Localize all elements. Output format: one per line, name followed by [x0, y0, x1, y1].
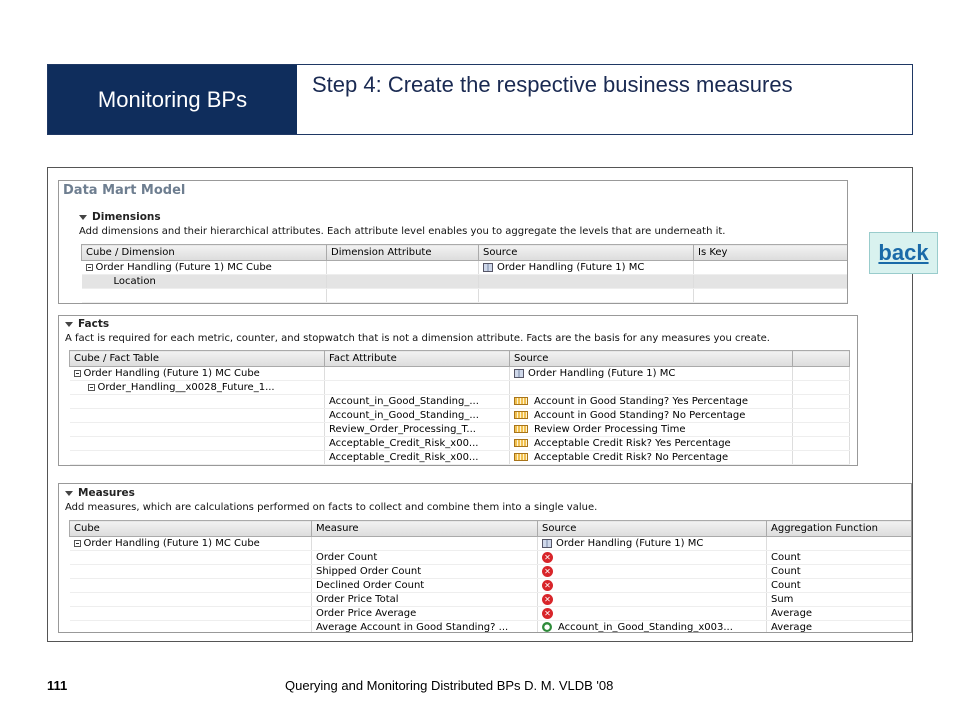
aggregation-cell: Count: [767, 565, 912, 579]
measures-section-toggle[interactable]: [65, 487, 135, 499]
aggregation-cell: Average: [767, 607, 912, 621]
collapse-minus-icon[interactable]: [86, 264, 93, 271]
dimensions-table: [81, 244, 848, 303]
measure-cell: Order Price Average: [312, 607, 538, 621]
dimensions-description: Add dimensions and their hierarchical attributes. Each attribute level enables you to aggregate the levels that are underneath it.: [79, 226, 726, 237]
table-row[interactable]: [70, 437, 850, 451]
measures-description: Add measures, which are calculations performed on facts to collect and combine them into a single value.: [65, 502, 598, 513]
table-row[interactable]: [70, 409, 850, 423]
column-header[interactable]: Cube / Dimension: [82, 245, 327, 261]
measures-table: [69, 520, 912, 633]
metric-icon: [514, 439, 528, 447]
fact-link-icon: ●: [543, 623, 551, 631]
source-cell: Review Order Processing Time: [534, 424, 686, 435]
measure-cell: Order Count: [312, 551, 538, 565]
source-cell: [510, 381, 793, 395]
column-header[interactable]: Cube / Fact Table: [70, 351, 325, 367]
column-header[interactable]: Aggregation Function: [767, 521, 912, 537]
table-row[interactable]: [82, 275, 849, 289]
metric-icon: [514, 411, 528, 419]
facts-description: A fact is required for each metric, counter, and stopwatch that is not a dimension attribute. Facts are the basis for any measures you create.: [65, 333, 770, 344]
column-header[interactable]: Source: [538, 521, 767, 537]
error-icon: ✕: [542, 552, 553, 563]
is-key-cell: [694, 261, 849, 275]
column-header[interactable]: Measure: [312, 521, 538, 537]
table-row[interactable]: [70, 537, 912, 551]
table-row[interactable]: [70, 579, 912, 593]
table-header-row: [70, 351, 850, 367]
table-row[interactable]: [70, 565, 912, 579]
source-cell: Account in Good Standing? No Percentage: [534, 410, 746, 421]
table-header-row: [82, 245, 849, 261]
monitor-model-icon: [483, 263, 493, 272]
column-header[interactable]: Cube: [70, 521, 312, 537]
table-row[interactable]: [70, 451, 850, 465]
collapse-minus-icon[interactable]: [88, 384, 95, 391]
measure-cell: [312, 537, 538, 551]
fact-attribute-cell: Acceptable_Credit_Risk_x00...: [325, 437, 510, 451]
fact-attribute-cell: [325, 367, 510, 381]
data-mart-model-title: Data Mart Model: [63, 183, 186, 198]
measure-cell: Declined Order Count: [312, 579, 538, 593]
facts-title: Facts: [78, 318, 110, 330]
table-row[interactable]: [70, 367, 850, 381]
collapse-minus-icon[interactable]: [74, 540, 81, 547]
cube-name: Order Handling (Future 1) MC Cube: [83, 368, 260, 379]
facts-section-toggle[interactable]: [65, 318, 109, 330]
table-row[interactable]: [70, 395, 850, 409]
collapse-triangle-icon: [65, 322, 73, 327]
source-cell: Order Handling (Future 1) MC: [497, 262, 645, 273]
table-row[interactable]: [82, 289, 849, 303]
footer-caption: Querying and Monitoring Distributed BPs D. M. VLDB '08: [285, 678, 614, 693]
dimension-attribute-cell: [327, 261, 479, 275]
cube-name: Order Handling (Future 1) MC Cube: [95, 262, 272, 273]
collapse-minus-icon[interactable]: [74, 370, 81, 377]
source-cell: Account in Good Standing? Yes Percentage: [534, 396, 748, 407]
back-button[interactable]: [869, 232, 938, 274]
collapse-triangle-icon: [65, 491, 73, 496]
metric-icon: [514, 397, 528, 405]
measure-cell: Shipped Order Count: [312, 565, 538, 579]
facts-table: [69, 350, 850, 465]
table-row[interactable]: [70, 621, 912, 634]
measure-cell: Order Price Total: [312, 593, 538, 607]
error-icon: ✕: [542, 566, 553, 577]
fact-attribute-cell: Review_Order_Processing_T...: [325, 423, 510, 437]
source-cell: Acceptable Credit Risk? No Percentage: [534, 452, 729, 463]
column-header[interactable]: Source: [479, 245, 694, 261]
measures-title: Measures: [78, 487, 135, 499]
column-header[interactable]: Source: [510, 351, 793, 367]
fact-attribute-cell: [325, 381, 510, 395]
dimension-attribute-cell: [327, 275, 479, 289]
table-row[interactable]: [70, 607, 912, 621]
monitor-model-icon: [514, 369, 524, 378]
table-row[interactable]: [70, 593, 912, 607]
table-row[interactable]: [70, 381, 850, 395]
monitor-model-icon: [542, 539, 552, 548]
back-link[interactable]: back: [878, 240, 929, 265]
source-cell: [479, 275, 694, 289]
aggregation-cell: Count: [767, 551, 912, 565]
dimensions-title: Dimensions: [92, 211, 161, 223]
slide-header: [47, 64, 913, 135]
measures-panel: [58, 483, 912, 633]
step-title: Step 4: Create the respective business measures: [312, 72, 793, 97]
metric-icon: [514, 453, 528, 461]
fact-attribute-cell: Acceptable_Credit_Risk_x00...: [325, 451, 510, 465]
cube-name: Order Handling (Future 1) MC Cube: [83, 538, 260, 549]
is-key-cell: [694, 275, 849, 289]
error-icon: ✕: [542, 580, 553, 591]
column-header[interactable]: Fact Attribute: [325, 351, 510, 367]
fact-attribute-cell: Account_in_Good_Standing_...: [325, 395, 510, 409]
table-row[interactable]: [82, 261, 849, 275]
source-cell: Account_in_Good_Standing_x003...: [558, 622, 733, 633]
source-cell: Order Handling (Future 1) MC: [528, 368, 676, 379]
source-cell: Order Handling (Future 1) MC: [556, 538, 704, 549]
fact-table-name: Order_Handling__x0028_Future_1...: [97, 382, 275, 393]
aggregation-cell: Average: [767, 621, 912, 634]
dimension-name: Location: [113, 276, 156, 287]
aggregation-cell: Sum: [767, 593, 912, 607]
dimensions-section-toggle[interactable]: [79, 211, 161, 223]
aggregation-cell: [767, 537, 912, 551]
column-header[interactable]: Is Key: [694, 245, 849, 261]
error-icon: ✕: [542, 608, 553, 619]
section-title: Monitoring BPs: [48, 65, 297, 134]
fact-attribute-cell: Account_in_Good_Standing_...: [325, 409, 510, 423]
page-number: 111: [47, 678, 68, 693]
table-row[interactable]: [70, 423, 850, 437]
table-row[interactable]: [70, 551, 912, 565]
table-header-row: [70, 521, 912, 537]
facts-panel: [58, 315, 858, 466]
aggregation-cell: Count: [767, 579, 912, 593]
column-header[interactable]: Dimension Attribute: [327, 245, 479, 261]
metric-icon: [514, 425, 528, 433]
source-cell: Acceptable Credit Risk? Yes Percentage: [534, 438, 731, 449]
measure-cell: Average Account in Good Standing? ...: [312, 621, 538, 634]
collapse-triangle-icon: [79, 215, 87, 220]
dimensions-panel: [58, 180, 848, 304]
error-icon: ✕: [542, 594, 553, 605]
